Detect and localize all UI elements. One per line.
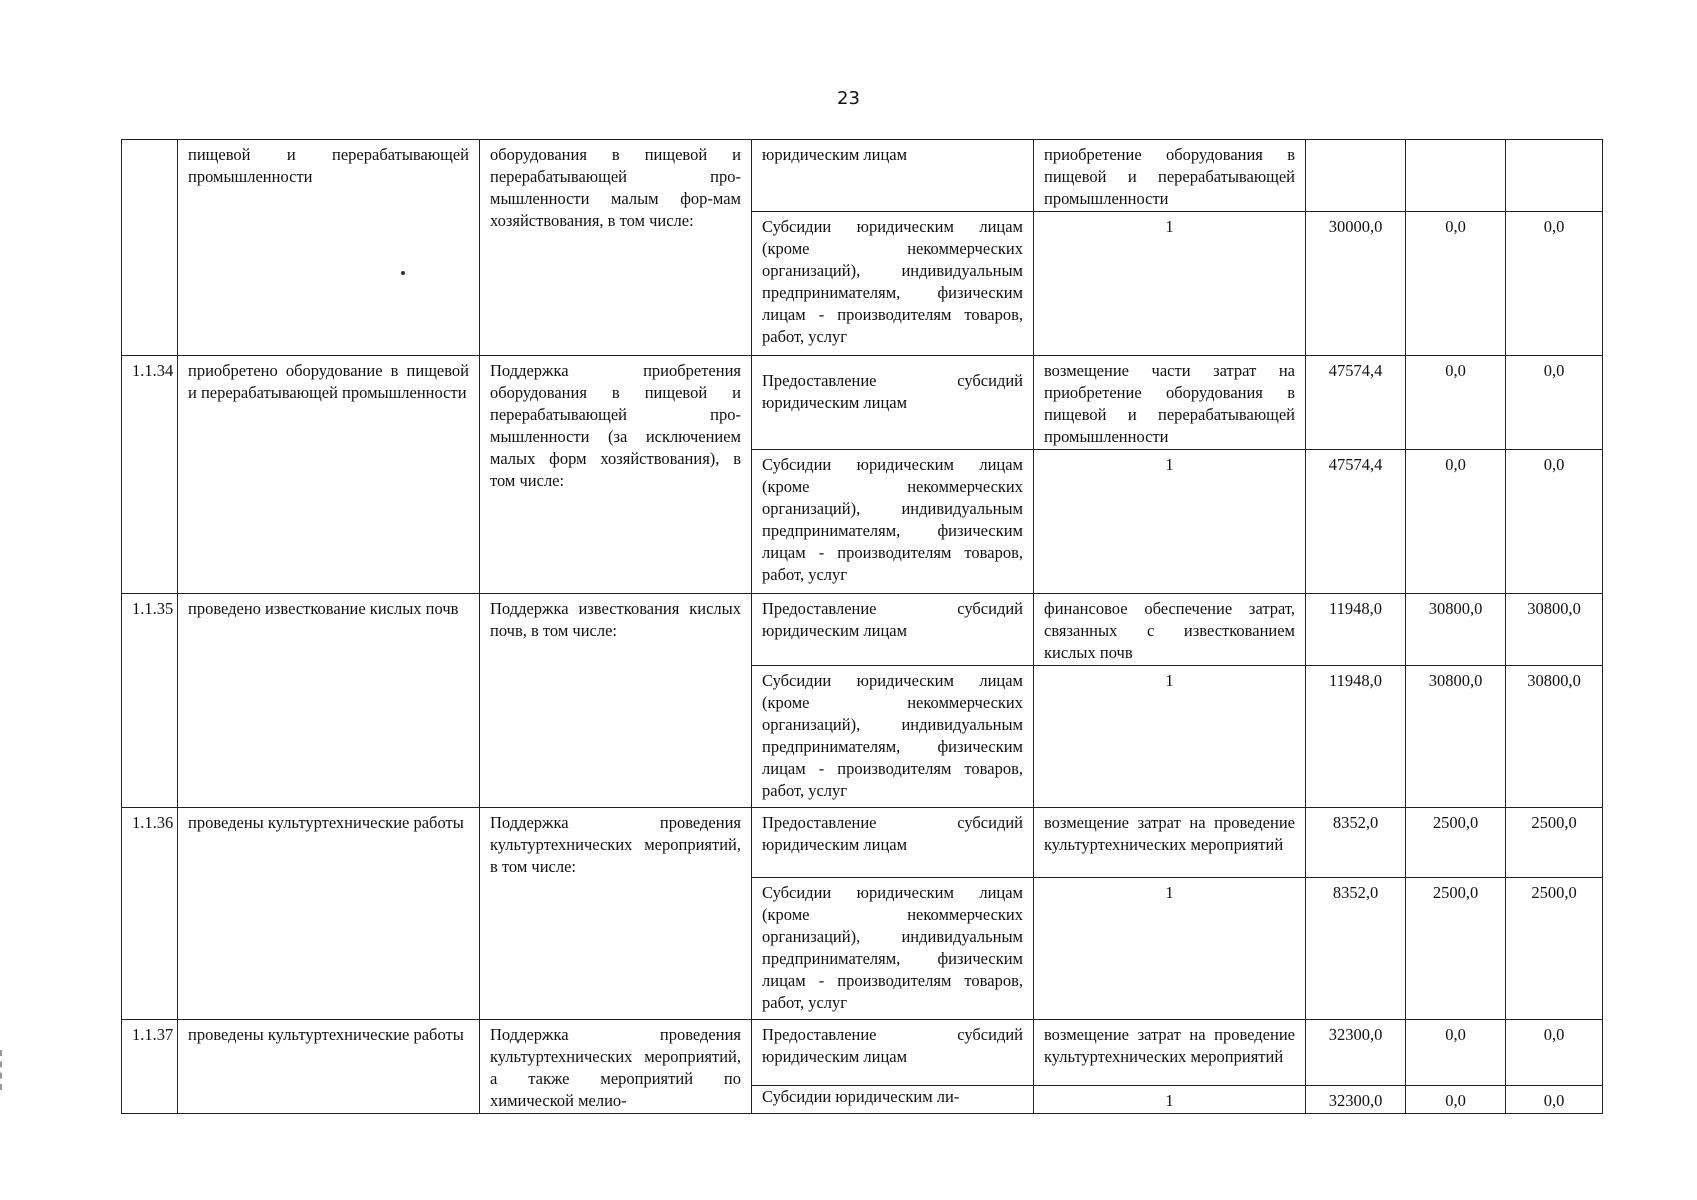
value-2022: 0,0 <box>1506 1086 1603 1114</box>
value-2020: 47574,4 <box>1306 450 1406 594</box>
value-2020: 8352,0 <box>1306 808 1406 878</box>
value-2021: 2500,0 <box>1406 808 1506 878</box>
result-cell: проведены культуртехнические работы <box>178 808 480 1020</box>
program-table <box>121 139 1603 1114</box>
value-2021: 0,0 <box>1406 212 1506 356</box>
result-cell: проведены культуртехнические работы <box>178 1020 480 1114</box>
value-2020: 11948,0 <box>1306 666 1406 808</box>
row-code: 1.1.36 <box>122 808 178 1020</box>
value-2022: 30800,0 <box>1506 594 1603 666</box>
form-cell: Предоставление субсидий юридическим лицам <box>752 1020 1034 1086</box>
form-cell: Субсидии юридическим лицам (кроме некоммерческих организаций), индивидуальным предпринимателям, физическим лицам - производителям товаров, работ, услуг <box>752 450 1034 594</box>
form-cell: Субсидии юридическим лицам (кроме некоммерческих организаций), индивидуальным предпринимателям, физическим лицам - производителям товаров, работ, услуг <box>752 878 1034 1020</box>
form-cell: Субсидии юридическим ли- <box>752 1086 1034 1114</box>
value-2021: 0,0 <box>1406 1086 1506 1114</box>
table-row <box>122 808 1603 878</box>
form-cell: Субсидии юридическим лицам (кроме некоммерческих организаций), индивидуальным предпринимателям, физическим лицам - производителям товаров, работ, услуг <box>752 666 1034 808</box>
row-code <box>122 140 178 356</box>
value-2021 <box>1406 140 1506 212</box>
value-2020 <box>1306 140 1406 212</box>
value-2020: 47574,4 <box>1306 356 1406 450</box>
row-code: 1.1.37 <box>122 1020 178 1114</box>
scan-edge-marks <box>0 1050 6 1090</box>
value-2022: 2500,0 <box>1506 878 1603 1020</box>
measure-cell: Поддержка проведения культуртехнических мероприятий, а также мероприятий по химической мелио- <box>480 1020 752 1114</box>
table-row <box>122 1020 1603 1086</box>
table-row <box>122 140 1603 212</box>
purpose-cell: 1 <box>1034 212 1306 356</box>
form-cell: Предоставление субсидий юридическим лицам <box>752 356 1034 450</box>
result-cell: пищевой и перерабатывающей промышленности <box>178 140 480 356</box>
value-2020: 32300,0 <box>1306 1086 1406 1114</box>
purpose-cell: 1 <box>1034 450 1306 594</box>
purpose-cell: возмещение затрат на проведение культуртехнических мероприятий <box>1034 808 1306 878</box>
value-2021: 30800,0 <box>1406 594 1506 666</box>
value-2020: 8352,0 <box>1306 878 1406 1020</box>
purpose-cell: приобретение оборудования в пищевой и перерабатывающей промышленности <box>1034 140 1306 212</box>
value-2022: 30800,0 <box>1506 666 1603 808</box>
purpose-cell: возмещение затрат на проведение культуртехнических мероприятий <box>1034 1020 1306 1086</box>
value-2022: 0,0 <box>1506 356 1603 450</box>
purpose-cell: возмещение части затрат на приобретение оборудования в пищевой и перерабатывающей промышленности <box>1034 356 1306 450</box>
value-2022 <box>1506 140 1603 212</box>
measure-cell: Поддержка приобретения оборудования в пищевой и перерабатывающей про-мышленности (за исключением малых форм хозяйствования), в том числе: <box>480 356 752 594</box>
value-2022: 0,0 <box>1506 1020 1603 1086</box>
form-cell: Предоставление субсидий юридическим лицам <box>752 808 1034 878</box>
value-2020: 11948,0 <box>1306 594 1406 666</box>
table-row <box>122 594 1603 666</box>
result-cell: приобретено оборудование в пищевой и перерабатывающей промышленности <box>178 356 480 594</box>
row-code: 1.1.35 <box>122 594 178 808</box>
purpose-cell: финансовое обеспечение затрат, связанных с известкованием кислых почв <box>1034 594 1306 666</box>
value-2022: 0,0 <box>1506 450 1603 594</box>
purpose-cell: 1 <box>1034 1086 1306 1114</box>
value-2021: 0,0 <box>1406 1020 1506 1086</box>
purpose-cell: 1 <box>1034 666 1306 808</box>
purpose-cell: 1 <box>1034 878 1306 1020</box>
measure-cell: оборудования в пищевой и перерабатывающей про-мышленности малым фор-мам хозяйствования, в том числе: <box>480 140 752 356</box>
measure-cell: Поддержка проведения культуртехнических мероприятий, в том числе: <box>480 808 752 1020</box>
measure-cell: Поддержка известкования кислых почв, в том числе: <box>480 594 752 808</box>
page-number: 23 <box>837 88 860 109</box>
value-2021: 30800,0 <box>1406 666 1506 808</box>
scan-dot <box>401 271 405 275</box>
form-cell: Предоставление субсидий юридическим лицам <box>752 594 1034 666</box>
value-2020: 30000,0 <box>1306 212 1406 356</box>
form-cell: юридическим лицам <box>752 140 1034 212</box>
value-2021: 0,0 <box>1406 356 1506 450</box>
value-2022: 0,0 <box>1506 212 1603 356</box>
result-cell: проведено известкование кислых почв <box>178 594 480 808</box>
table-row <box>122 356 1603 450</box>
value-2021: 2500,0 <box>1406 878 1506 1020</box>
value-2020: 32300,0 <box>1306 1020 1406 1086</box>
row-code: 1.1.34 <box>122 356 178 594</box>
value-2022: 2500,0 <box>1506 808 1603 878</box>
form-cell: Субсидии юридическим лицам (кроме некоммерческих организаций), индивидуальным предпринимателям, физическим лицам - производителям товаров, работ, услуг <box>752 212 1034 356</box>
value-2021: 0,0 <box>1406 450 1506 594</box>
